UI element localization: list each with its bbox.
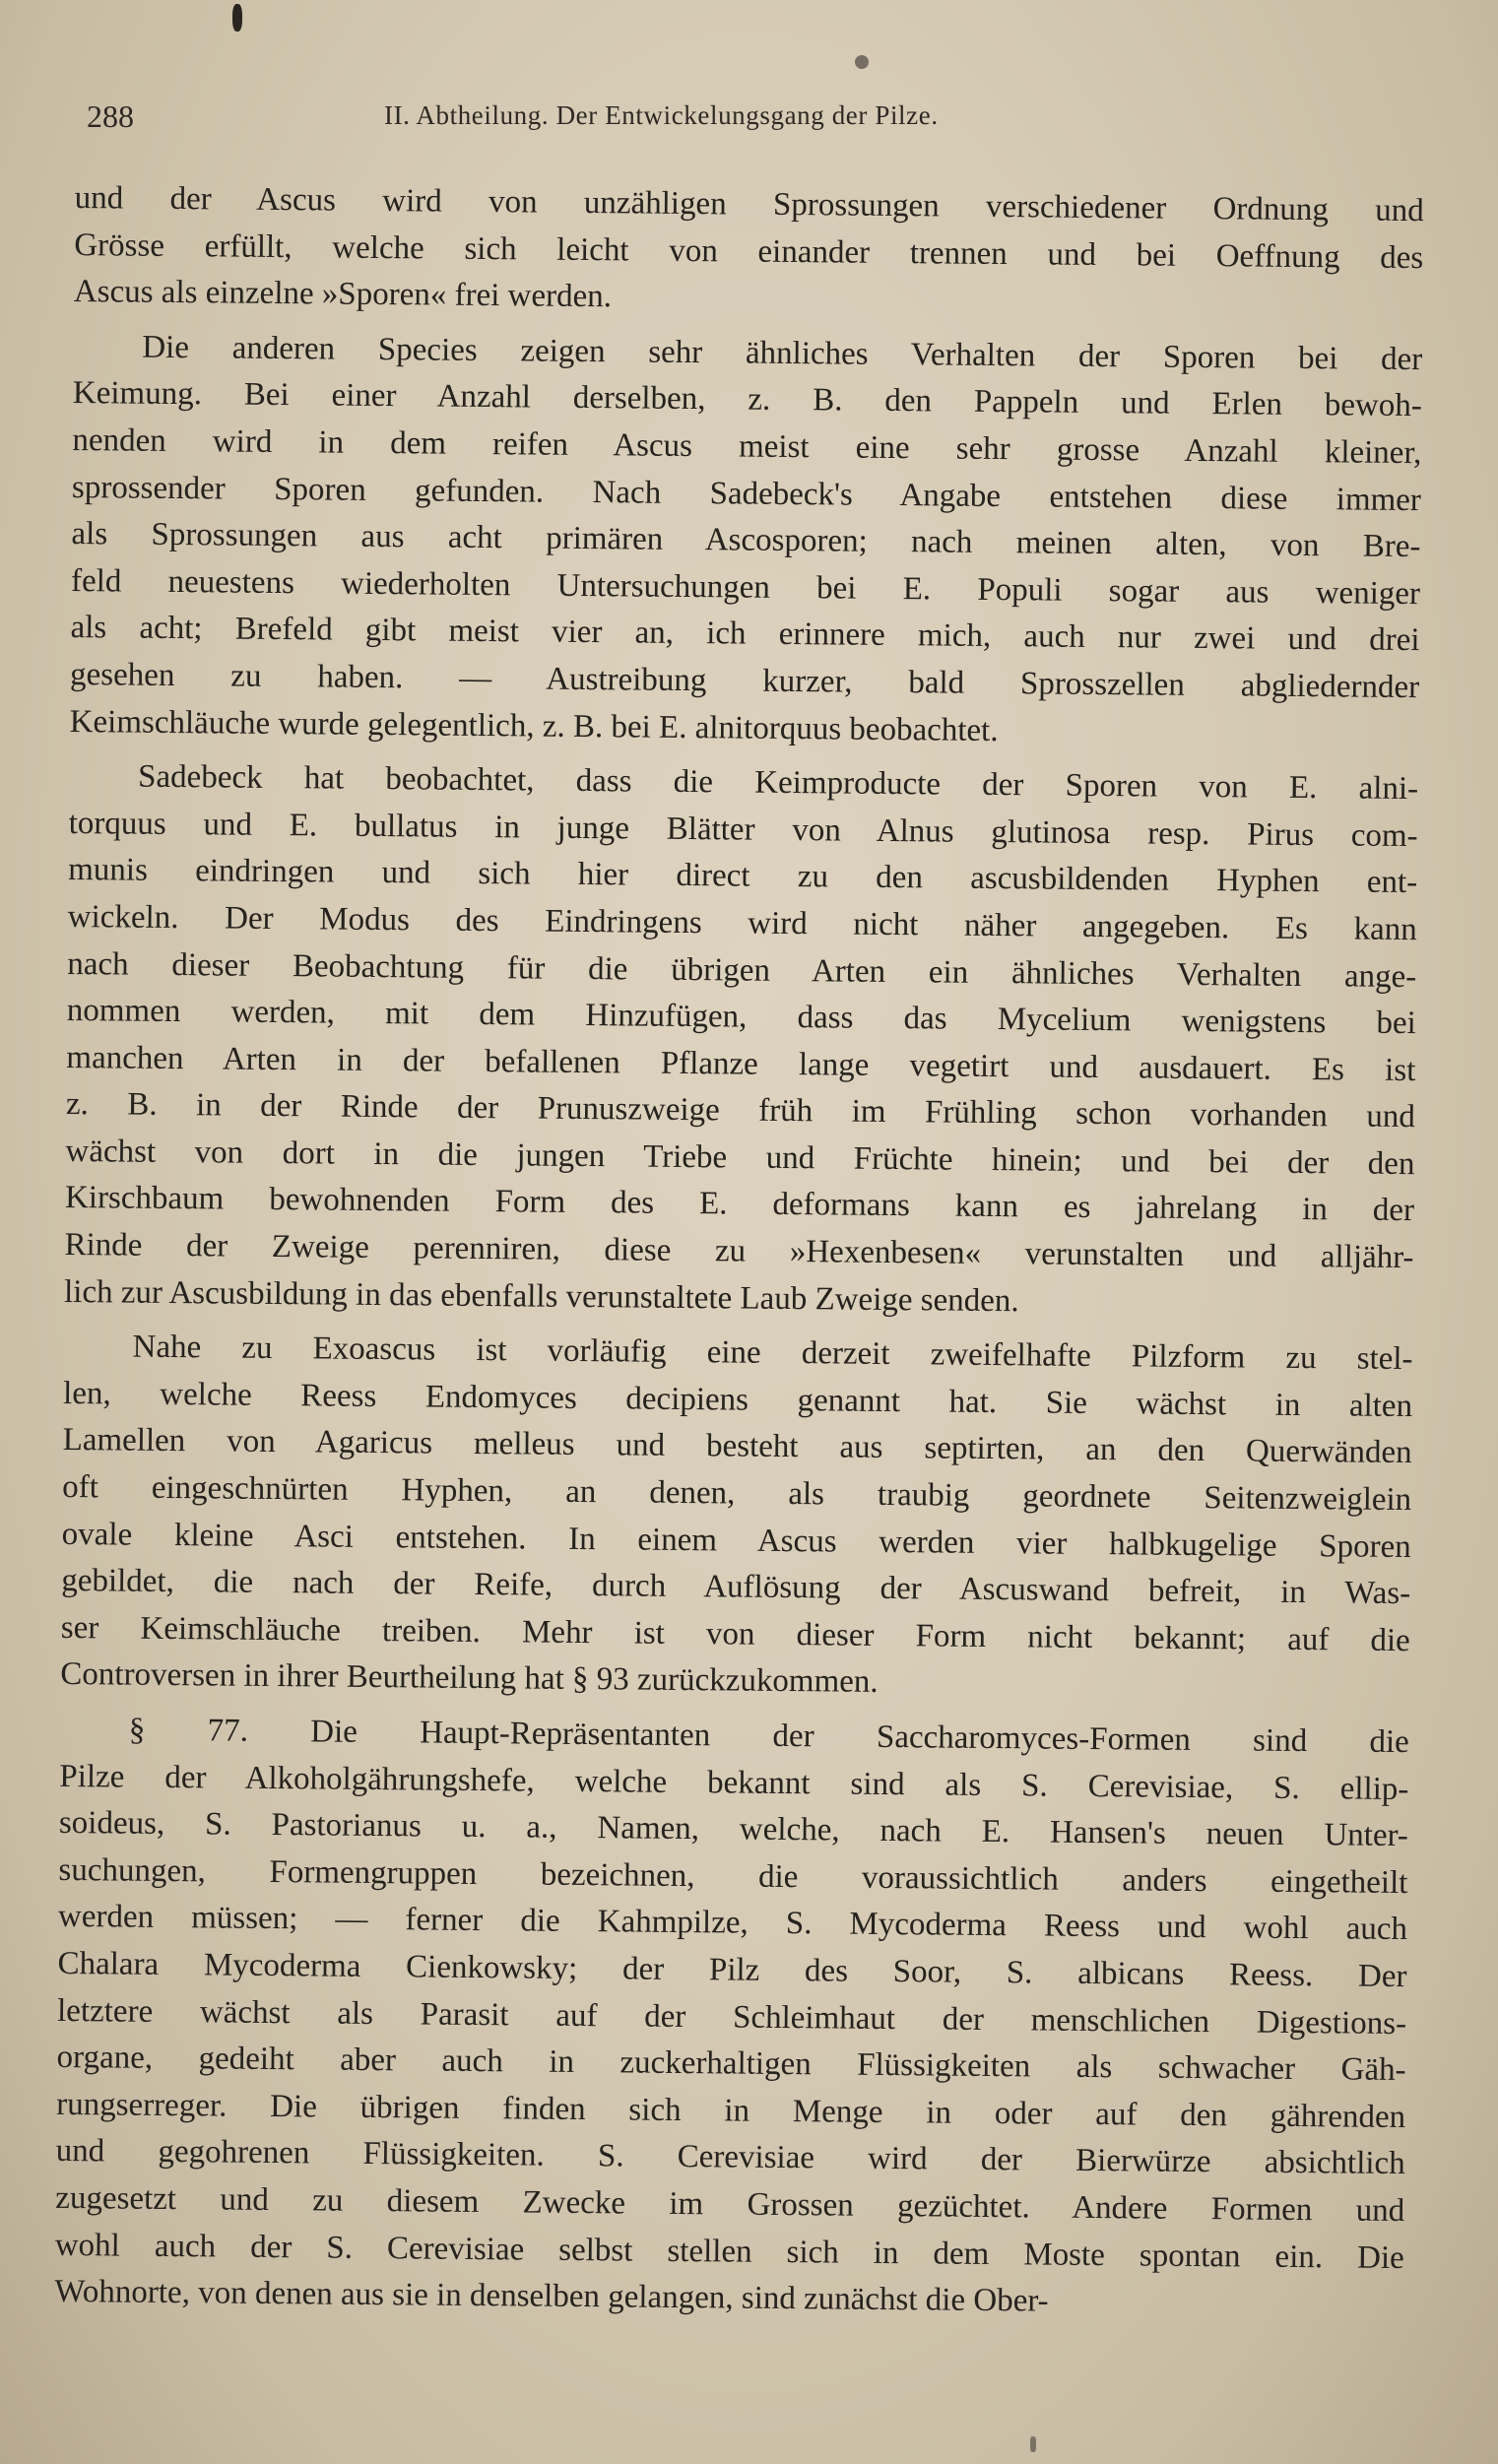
text-line: und gegohrenen Flüssigkeiten. S. Cerevisiae wird der Bierwürze absichtlich (55, 2133, 1405, 2182)
text-line: § 77. Die Haupt-Repräsentanten der Saccharomyces-Formen sind die (128, 1712, 1409, 1761)
text-line: z. B. in der Rinde der Prunuszweige früh im Frühling schon vorhanden und (65, 1086, 1416, 1135)
text-line: wächst von dort in die jungen Triebe und Früchte hinein; und bei der den (65, 1133, 1415, 1182)
paragraph (64, 753, 1418, 1329)
text-line: oft eingeschnürten Hyphen, an denen, als traubig geordnete Seitenzweiglein (62, 1468, 1412, 1519)
text-line: als acht; Brefeld gibt meist vier an, ich erinnere mich, auch nur zwei und drei (70, 610, 1420, 659)
text-line: Lamellen von Agaricus melleus und besteht aus septirten, an den Querwänden (62, 1422, 1412, 1471)
text-line: Nahe zu Exoascus ist vorläufig eine derzeit zweifelhafte Pilzform zu stel- (132, 1329, 1413, 1378)
text-line: Controversen in ihrer Beurtheilung hat § 93 zurückzukommen. (60, 1656, 879, 1701)
paragraph (54, 1707, 1409, 2329)
text-line: Chalara Mycoderma Cienkowsky; der Pilz des Soor, S. albicans Reess. Der (57, 1945, 1407, 1995)
text-line: len, welche Reess Endomyces decipiens genannt hat. Sie wächst in alten (62, 1375, 1413, 1424)
text-line: zugesetzt und zu diesem Zwecke im Grossen gezüchtet. Andere Formen und (55, 2179, 1405, 2229)
text-line: Die anderen Species zeigen sehr ähnliches Verhalten der Sporen bei der (142, 329, 1423, 377)
running-head: II. Abtheilung. Der Entwickelungsgang der Pilze. (384, 100, 939, 130)
text-line: nach dieser Beobachtung für die übrigen Arten ein ähnliches Verhalten ange- (67, 945, 1417, 995)
text-line: Rinde der Zweige perenniren, diese zu »Hexenbesen« verunstalten und alljähr- (64, 1227, 1414, 1276)
text-line: gebildet, die nach der Reife, durch Auflösung der Ascuswand befreit, in Was- (61, 1563, 1411, 1612)
text-line: Kirschbaum bewohnenden Form des E. deformans kann es jahrelang in der (64, 1180, 1415, 1229)
text-line: rungserreger. Die übrigen finden sich in Menge in oder auf den gährenden (56, 2086, 1406, 2135)
text-line: letztere wächst als Parasit auf der Schleimhaut der menschlichen Digestions- (56, 1992, 1407, 2042)
ink-blot (855, 55, 869, 69)
text-line: gesehen zu haben. — Austreibung kurzer, bald Sprosszellen abgliedernder (69, 656, 1420, 706)
text-line: und der Ascus wird von unzähligen Sprossungen verschiedener Ordnung und (74, 179, 1424, 229)
ink-blot (1030, 2436, 1036, 2452)
text-line: nommen werden, mit dem Hinzufügen, dass das Mycelium wenigstens bei (66, 993, 1416, 1042)
ink-blot (232, 4, 242, 32)
page-header (87, 98, 1131, 148)
page-number: 288 (87, 98, 134, 134)
paragraph (60, 1324, 1413, 1712)
text-line: manchen Arten in der befallenen Pflanze lange vegetirt und ausdauert. Es ist (66, 1039, 1416, 1088)
text-line: suchungen, Formengruppen bezeichnen, die voraussichtlich anders eingetheilt (58, 1851, 1408, 1901)
text-line: Keimung. Bei einer Anzahl derselben, z. B. den Pappeln und Erlen bewoh- (72, 375, 1422, 424)
text-line: Wohnorte, von denen aus sie in denselben gelangen, sind zunächst die Ober- (54, 2274, 1049, 2319)
text-line: sprossender Sporen gefunden. Nach Sadebeck's Angabe entstehen diese immer (71, 469, 1422, 518)
text-line: Ascus als einzelne »Sporen« frei werden. (73, 274, 613, 315)
text-line: organe, gedeiht aber auch in zuckerhaltigen Flüssigkeiten als schwacher Gäh- (56, 2040, 1406, 2089)
paragraph (74, 175, 1424, 329)
text-line: Grösse erfüllt, welche sich leicht von einander trennen und bei Oeffnung des (74, 227, 1424, 276)
text-line: Pilze der Alkoholgährungshefe, welche bekannt sind als S. Cerevisiae, S. ellip- (59, 1758, 1409, 1807)
text-line: munis eindringen und sich hier direct zu den ascusbildenden Hyphen ent- (68, 852, 1418, 901)
text-line: Keimschläuche wurde gelegentlich, z. B. bei E. alnitorquus beobachtet. (69, 703, 999, 748)
paragraph (69, 324, 1422, 758)
text-line: lich zur Ascusbildung in das ebenfalls verunstaltete Laub Zweige senden. (63, 1273, 1019, 1319)
text-line: als Sprossungen aus acht primären Ascosporen; nach meinen alten, von Bre- (71, 516, 1421, 565)
text-line: soideus, S. Pastorianus u. a., Namen, welche, nach E. Hansen's neuen Unter- (58, 1805, 1409, 1854)
text-line: feld neuestens wiederholten Untersuchungen bei E. Populi sogar aus weniger (70, 562, 1421, 612)
text-line: nenden wird in dem reifen Ascus meist eine sehr grosse Anzahl kleiner, (72, 421, 1422, 472)
text-line: Sadebeck hat beobachtet, dass die Keimproducte der Sporen von E. alni- (137, 758, 1419, 808)
text-line: torquus und E. bullatus in junge Blätter von Alnus glutinosa resp. Pirus com- (68, 805, 1418, 854)
text-line: wickeln. Der Modus des Eindringens wird nicht näher angegeben. Es kann (67, 898, 1417, 948)
text-line: ovale kleine Asci entstehen. In einem Ascus werden vier halbkugelige Sporen (61, 1516, 1411, 1565)
text-line: ser Keimschläuche treiben. Mehr ist von dieser Form nicht bekannt; auf die (60, 1609, 1410, 1658)
text-line: wohl auch der S. Cerevisiae selbst stellen sich in dem Moste spontan ein. Die (54, 2227, 1404, 2276)
text-line: werden müssen; — ferner die Kahmpilze, S. Mycoderma Reess und wohl auch (57, 1899, 1408, 1948)
body-text (54, 175, 1424, 2329)
